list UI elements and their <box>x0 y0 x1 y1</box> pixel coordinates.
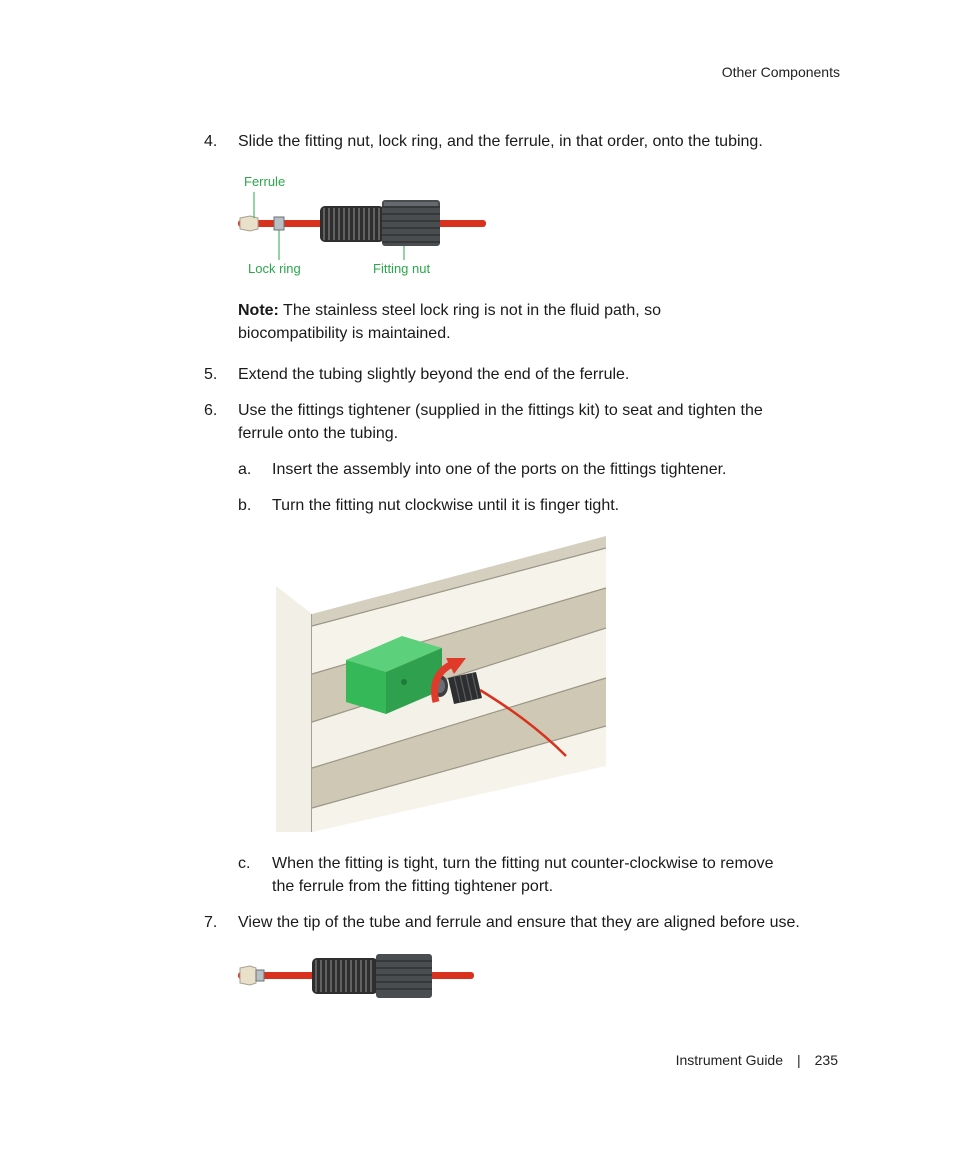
footer-title: Instrument Guide <box>675 1052 783 1068</box>
figure-fittings-tightener <box>276 536 618 832</box>
running-head: Other Components <box>721 64 840 80</box>
step-7-number: 7. <box>204 914 218 931</box>
note-text-line1: The stainless steel lock ring is not in the fluid path, so <box>283 302 662 319</box>
label-ferrule: Ferrule <box>244 174 286 189</box>
note <box>238 299 661 322</box>
step-6c-letter: c. <box>238 855 251 872</box>
page-number: 235 <box>814 1052 838 1068</box>
note-text-line2: biocompatibility is maintained. <box>238 325 451 342</box>
step-5-text: Extend the tubing slightly beyond the end of the ferrule. <box>238 366 630 383</box>
label-lock-ring: Lock ring <box>248 261 301 276</box>
step-4-number: 4. <box>204 133 218 150</box>
step-4-text: Slide the fitting nut, lock ring, and the ferrule, in that order, onto the tubing. <box>238 133 763 150</box>
step-6a-text: Insert the assembly into one of the ports on the fittings tightener. <box>272 461 727 478</box>
step-5-number: 5. <box>204 366 218 383</box>
step-6-line2: ferrule onto the tubing. <box>238 425 399 442</box>
note-label: Note: <box>238 302 279 319</box>
figure-assembled-fitting <box>236 950 481 1002</box>
page-footer <box>676 1052 838 1068</box>
step-7-text: View the tip of the tube and ferrule and ensure that they are aligned before use. <box>238 914 800 931</box>
footer-separator: | <box>797 1052 801 1068</box>
figure-fitting-parts <box>236 170 511 280</box>
step-6a-letter: a. <box>238 461 252 478</box>
step-6c-line2: the ferrule from the fitting tightener port. <box>272 878 554 895</box>
step-6b-letter: b. <box>238 497 252 514</box>
step-6b-text: Turn the fitting nut clockwise until it is finger tight. <box>272 497 620 514</box>
step-6c-line1: When the fitting is tight, turn the fitting nut counter-clockwise to remove <box>272 855 774 872</box>
step-6-line1: Use the fittings tightener (supplied in the fittings kit) to seat and tighten the <box>238 402 763 419</box>
label-fitting-nut: Fitting nut <box>373 261 431 276</box>
step-6-number: 6. <box>204 402 218 419</box>
